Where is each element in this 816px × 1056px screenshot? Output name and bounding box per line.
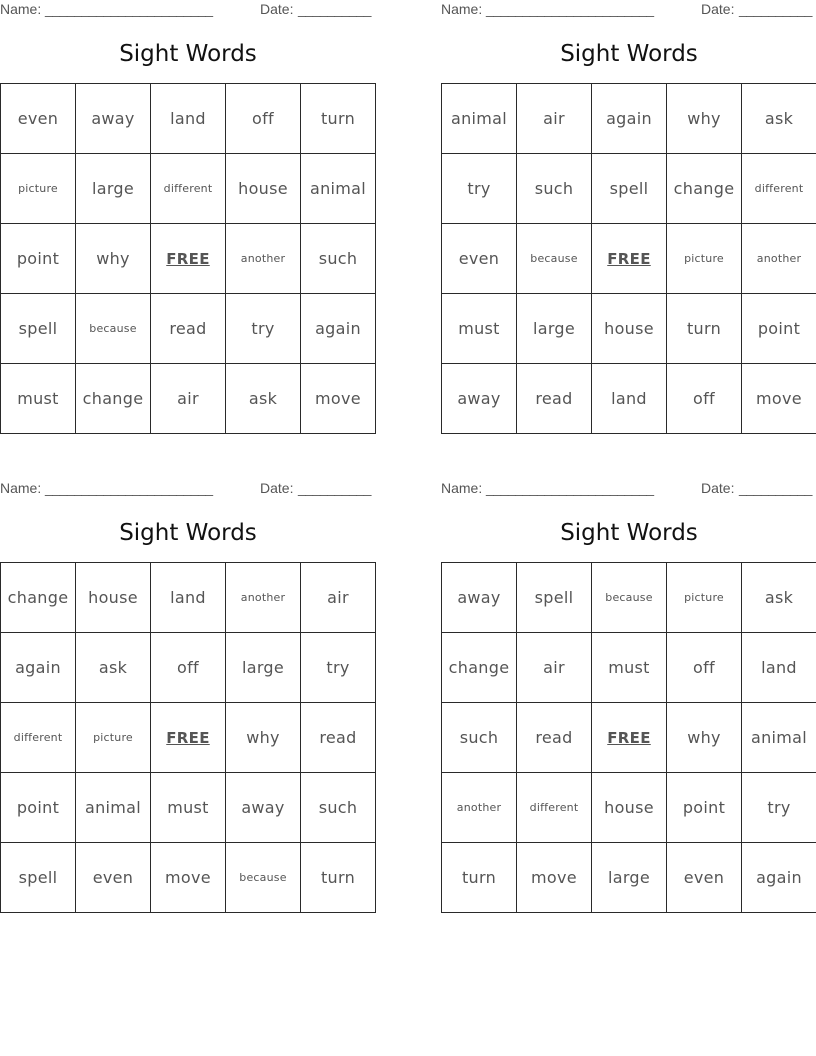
grid-row [1, 154, 376, 224]
name-blank-line: _______________________ [486, 1, 654, 17]
word-cell: air [301, 563, 376, 633]
word-cell: house [226, 154, 301, 224]
word-cell: must [442, 294, 517, 364]
word-cell: different [517, 773, 592, 843]
word-cell: turn [301, 84, 376, 154]
word-cell: again [592, 84, 667, 154]
word-cell: point [667, 773, 742, 843]
word-cell: move [301, 364, 376, 434]
word-cell: away [76, 84, 151, 154]
word-cell: why [226, 703, 301, 773]
word-cell: turn [301, 843, 376, 913]
bingo-grid [441, 83, 816, 434]
name-label: Name: [0, 1, 42, 17]
word-cell: animal [76, 773, 151, 843]
word-cell: land [151, 563, 226, 633]
word-cell: land [151, 84, 226, 154]
card-header [0, 1, 376, 21]
free-space-cell: FREE [592, 224, 667, 294]
word-cell: animal [442, 84, 517, 154]
word-cell: large [76, 154, 151, 224]
word-cell: read [301, 703, 376, 773]
grid-row [442, 843, 816, 913]
word-cell: air [517, 84, 592, 154]
word-cell: large [226, 633, 301, 703]
date-blank-line: __________ [298, 480, 371, 496]
free-space-cell: FREE [151, 703, 226, 773]
word-cell: why [667, 703, 742, 773]
word-cell: off [226, 84, 301, 154]
word-cell: away [442, 563, 517, 633]
bingo-card-3 [0, 479, 376, 919]
card-title: Sight Words [560, 41, 698, 67]
grid-row [1, 294, 376, 364]
word-cell: why [667, 84, 742, 154]
grid-row [442, 633, 816, 703]
word-cell: even [1, 84, 76, 154]
word-cell: ask [226, 364, 301, 434]
word-cell: large [592, 843, 667, 913]
name-blank-line: _______________________ [45, 480, 213, 496]
grid-row [1, 84, 376, 154]
word-cell: try [301, 633, 376, 703]
word-cell: ask [742, 563, 816, 633]
grid-row [442, 364, 816, 434]
word-cell: turn [442, 843, 517, 913]
grid-row [442, 294, 816, 364]
date-label: Date: [260, 480, 294, 496]
word-cell: change [667, 154, 742, 224]
word-cell: move [517, 843, 592, 913]
word-cell: such [442, 703, 517, 773]
date-blank-line: __________ [739, 480, 812, 496]
word-cell: spell [1, 294, 76, 364]
word-cell: off [667, 364, 742, 434]
word-cell: why [76, 224, 151, 294]
name-blank-line: _______________________ [45, 1, 213, 17]
word-cell: different [742, 154, 816, 224]
grid-row [1, 703, 376, 773]
word-cell: away [442, 364, 517, 434]
grid-row [442, 703, 816, 773]
word-cell: animal [742, 703, 816, 773]
grid-row [1, 224, 376, 294]
word-cell: house [76, 563, 151, 633]
grid-row [1, 633, 376, 703]
word-cell: animal [301, 154, 376, 224]
word-cell: because [76, 294, 151, 364]
bingo-grid [0, 562, 376, 913]
word-cell: point [1, 224, 76, 294]
card-title: Sight Words [560, 520, 698, 546]
word-cell: picture [667, 563, 742, 633]
card-header [0, 480, 376, 500]
word-cell: off [151, 633, 226, 703]
word-cell: picture [667, 224, 742, 294]
card-header [441, 1, 816, 21]
name-label: Name: [0, 480, 42, 496]
word-cell: must [151, 773, 226, 843]
grid-row [442, 224, 816, 294]
word-cell: picture [76, 703, 151, 773]
word-cell: such [301, 224, 376, 294]
word-cell: move [742, 364, 816, 434]
free-space-cell: FREE [592, 703, 667, 773]
word-cell: another [226, 224, 301, 294]
grid-row [1, 364, 376, 434]
word-cell: different [1, 703, 76, 773]
word-cell: again [1, 633, 76, 703]
word-cell: even [667, 843, 742, 913]
word-cell: read [517, 364, 592, 434]
word-cell: house [592, 294, 667, 364]
word-cell: again [742, 843, 816, 913]
word-cell: another [742, 224, 816, 294]
word-cell: read [151, 294, 226, 364]
grid-row [1, 563, 376, 633]
word-cell: try [442, 154, 517, 224]
word-cell: another [442, 773, 517, 843]
word-cell: land [592, 364, 667, 434]
word-cell: away [226, 773, 301, 843]
bingo-grid [441, 562, 816, 913]
word-cell: spell [517, 563, 592, 633]
word-cell: ask [742, 84, 816, 154]
word-cell: such [301, 773, 376, 843]
date-label: Date: [701, 480, 735, 496]
date-blank-line: __________ [298, 1, 371, 17]
date-label: Date: [701, 1, 735, 17]
word-cell: because [592, 563, 667, 633]
date-label: Date: [260, 1, 294, 17]
grid-row [442, 154, 816, 224]
word-cell: different [151, 154, 226, 224]
word-cell: change [442, 633, 517, 703]
word-cell: turn [667, 294, 742, 364]
word-cell: such [517, 154, 592, 224]
word-cell: point [742, 294, 816, 364]
word-cell: air [151, 364, 226, 434]
card-title: Sight Words [119, 41, 257, 67]
word-cell: must [1, 364, 76, 434]
word-cell: try [742, 773, 816, 843]
bingo-card-2 [441, 0, 816, 440]
word-cell: because [226, 843, 301, 913]
word-cell: even [442, 224, 517, 294]
word-cell: try [226, 294, 301, 364]
grid-row [1, 843, 376, 913]
word-cell: off [667, 633, 742, 703]
word-cell: must [592, 633, 667, 703]
name-label: Name: [441, 480, 483, 496]
word-cell: change [76, 364, 151, 434]
word-cell: picture [1, 154, 76, 224]
word-cell: read [517, 703, 592, 773]
word-cell: large [517, 294, 592, 364]
word-cell: change [1, 563, 76, 633]
bingo-card-1 [0, 0, 376, 440]
date-blank-line: __________ [739, 1, 812, 17]
word-cell: move [151, 843, 226, 913]
word-cell: ask [76, 633, 151, 703]
word-cell: house [592, 773, 667, 843]
word-cell: point [1, 773, 76, 843]
grid-row [442, 84, 816, 154]
word-cell: another [226, 563, 301, 633]
word-cell: because [517, 224, 592, 294]
name-label: Name: [441, 1, 483, 17]
bingo-card-4 [441, 479, 816, 919]
free-space-cell: FREE [151, 224, 226, 294]
word-cell: even [76, 843, 151, 913]
card-header [441, 480, 816, 500]
word-cell: land [742, 633, 816, 703]
grid-row [442, 563, 816, 633]
card-title: Sight Words [119, 520, 257, 546]
word-cell: again [301, 294, 376, 364]
word-cell: spell [592, 154, 667, 224]
grid-row [1, 773, 376, 843]
word-cell: air [517, 633, 592, 703]
word-cell: spell [1, 843, 76, 913]
grid-row [442, 773, 816, 843]
bingo-grid [0, 83, 376, 434]
name-blank-line: _______________________ [486, 480, 654, 496]
